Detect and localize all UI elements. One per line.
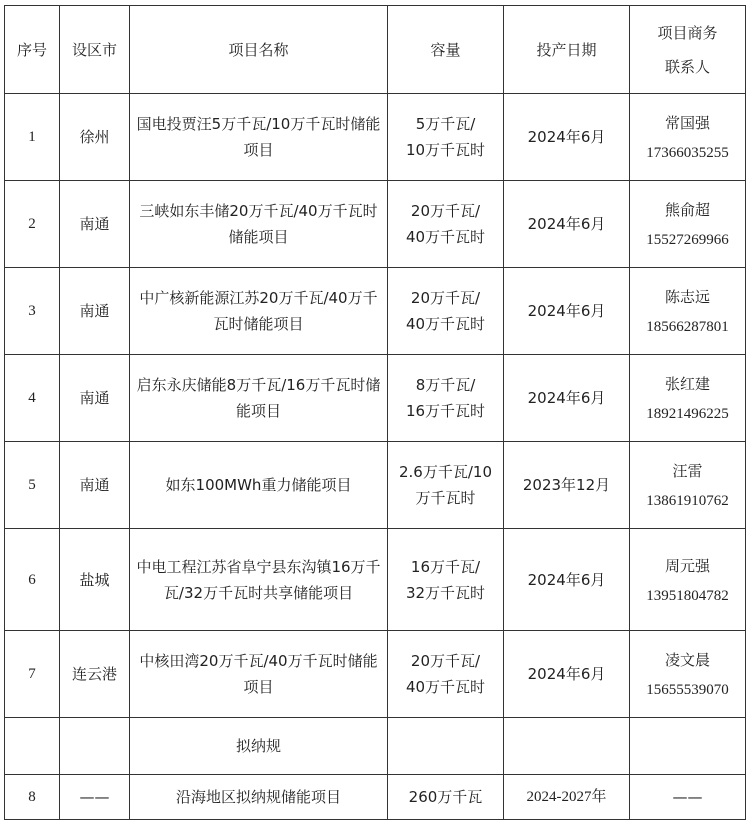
table-row [5,775,746,820]
row-capacity-energy: 32万千瓦时 [405,583,486,602]
row-capacity-power: 8万千瓦/ [415,376,476,394]
row-capacity [388,268,504,355]
row-city: 南通 [60,181,130,268]
row-date: 2024年6月 [504,268,630,355]
row-capacity-power: 5万千瓦/ [415,115,476,133]
table-row [5,529,746,631]
row-capacity [388,181,504,268]
row-date: 2024年6月 [504,181,630,268]
row-index: 1 [5,94,60,181]
row-date: 2023年12月 [504,442,630,529]
row-capacity [388,631,504,718]
row-contact [630,268,746,355]
contact-person: 周元强 [664,556,710,575]
row-capacity [388,529,504,631]
contact-phone: 15655539070 [646,682,729,698]
row-capacity-energy: 40万千瓦时 [405,228,486,246]
row-index: 6 [5,529,60,631]
contact-phone: 13861910762 [646,493,729,509]
section-row [5,718,746,775]
row-capacity-energy: 40万千瓦时 [405,315,486,333]
contact-person: 常国强 [664,114,710,132]
section-contact-cell [630,718,746,775]
header-city: 设区市 [60,6,130,94]
row-project-name: 国电投贾汪5万千瓦/10万千瓦时储能项目 [130,94,388,181]
row-capacity [388,355,504,442]
row-capacity: 260万千瓦 [388,775,504,820]
row-capacity-energy: 万千瓦时 [415,489,476,507]
header-capacity: 容量 [388,6,504,94]
table-row [5,631,746,718]
header-row [5,6,746,94]
row-contact [630,181,746,268]
table-row [5,442,746,529]
row-capacity [388,442,504,529]
row-project-name: 如东100MWh重力储能项目 [130,442,388,529]
row-date: 2024-2027年 [504,775,630,820]
row-capacity-power: 16万千瓦/ [410,557,481,576]
row-contact [630,631,746,718]
row-index: 3 [5,268,60,355]
row-date: 2024年6月 [504,355,630,442]
contact-phone: 15527269966 [646,232,729,248]
header-contact-line2: 联系人 [664,57,710,76]
row-city: 南通 [60,442,130,529]
section-index-cell [5,718,60,775]
row-city: —— [60,775,130,820]
contact-person: 汪雷 [672,462,703,480]
row-capacity-power: 20万千瓦/ [410,289,481,307]
row-contact [630,442,746,529]
row-city: 南通 [60,355,130,442]
section-capacity-cell [388,718,504,775]
row-index: 2 [5,181,60,268]
contact-phone: 18566287801 [646,319,729,335]
row-index: 5 [5,442,60,529]
row-city: 盐城 [60,529,130,631]
header-date: 投产日期 [504,6,630,94]
row-capacity-energy: 40万千瓦时 [405,678,486,696]
row-date: 2024年6月 [504,529,630,631]
contact-person: 凌文晨 [664,651,710,669]
row-project-name: 启东永庆储能8万千瓦/16万千瓦时储能项目 [130,355,388,442]
row-capacity-energy: 10万千瓦时 [405,141,486,159]
row-city: 连云港 [60,631,130,718]
table-row [5,268,746,355]
section-city-cell [60,718,130,775]
row-index: 7 [5,631,60,718]
row-date: 2024年6月 [504,94,630,181]
contact-person: 陈志远 [664,288,710,306]
contact-phone: 13951804782 [646,587,729,604]
contact-phone: 18921496225 [646,406,729,422]
storage-projects-table [4,5,746,820]
row-project-name: 中广核新能源江苏20万千瓦/40万千瓦时储能项目 [130,268,388,355]
row-index: 4 [5,355,60,442]
row-project-name: 沿海地区拟纳规储能项目 [130,775,388,820]
row-city: 徐州 [60,94,130,181]
row-capacity-energy: 16万千瓦时 [405,402,486,420]
row-capacity-power: 2.6万千瓦/10 [399,463,492,481]
section-date-cell [504,718,630,775]
row-contact [630,94,746,181]
row-contact [630,529,746,631]
row-date: 2024年6月 [504,631,630,718]
contact-person: 熊俞超 [664,201,710,219]
header-name: 项目名称 [130,6,388,94]
table-row [5,355,746,442]
row-contact: —— [630,775,746,820]
row-project-name: 三峡如东丰储20万千瓦/40万千瓦时储能项目 [130,181,388,268]
header-contact [630,6,746,94]
row-project-name: 中电工程江苏省阜宁县东沟镇16万千瓦/32万千瓦时共享储能项目 [130,529,388,631]
row-capacity [388,94,504,181]
contact-person: 张红建 [664,375,710,393]
section-label: 拟纳规 [130,718,388,775]
row-contact [630,355,746,442]
contact-phone: 17366035255 [646,145,729,161]
row-capacity-power: 20万千瓦/ [410,652,481,670]
header-index: 序号 [5,6,60,94]
header-contact-line1: 项目商务 [657,23,718,42]
row-city: 南通 [60,268,130,355]
row-project-name: 中核田湾20万千瓦/40万千瓦时储能项目 [130,631,388,718]
row-capacity-power: 20万千瓦/ [410,202,481,220]
table-row [5,181,746,268]
table-row [5,94,746,181]
row-index: 8 [5,775,60,820]
